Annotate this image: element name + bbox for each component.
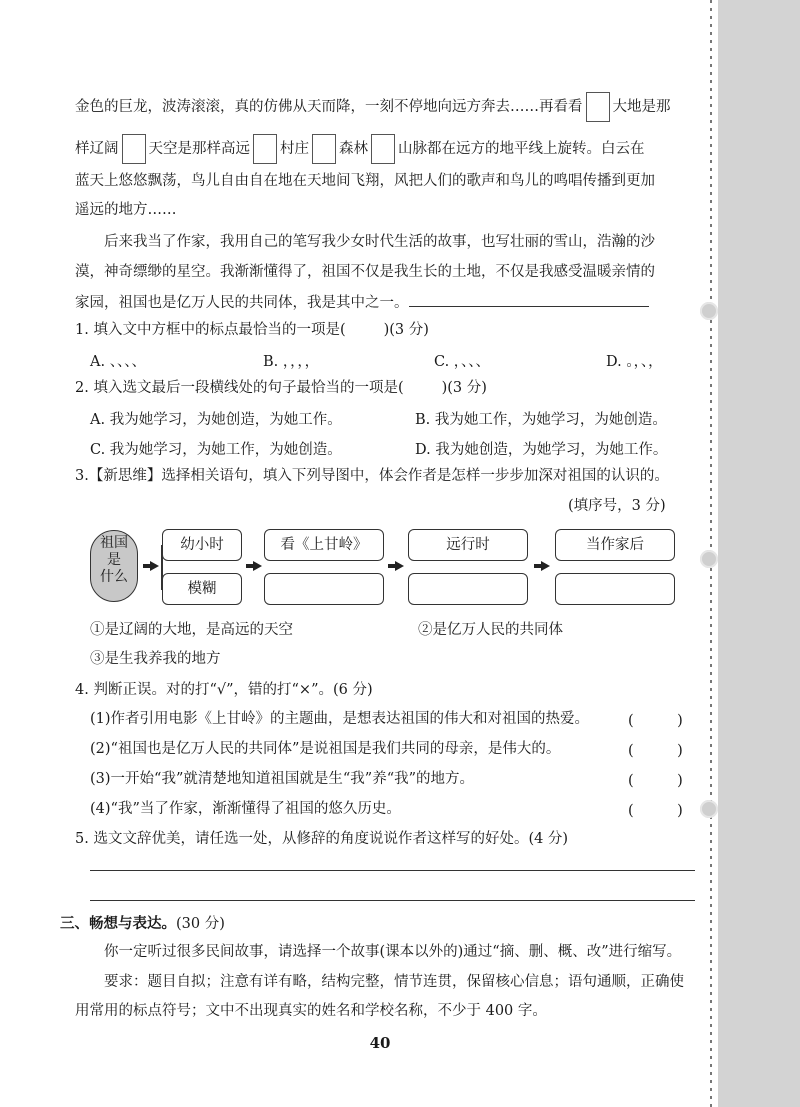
judgement-answer-3[interactable]: ( ) <box>628 773 683 789</box>
q2-option-b[interactable]: B. 我为她工作，为她学习，为她创造。 <box>415 412 667 428</box>
section-3-header <box>60 914 225 934</box>
stage-label-1: 幼小时 <box>162 529 242 561</box>
arrow-right-icon <box>388 561 404 571</box>
arrow-right-icon <box>534 561 550 571</box>
q1-option-b[interactable]: B. ，，，， <box>263 354 320 370</box>
punctuation-box[interactable] <box>253 134 277 164</box>
judgement-item-4: (4)“我”当了作家，渐渐懂得了祖国的悠久历史。 <box>90 801 401 817</box>
question-3-note: (填序号，3 分) <box>568 498 666 514</box>
mindmap-center-node <box>90 530 138 602</box>
stage-answer-3[interactable] <box>408 573 528 605</box>
q2-option-d[interactable]: D. 我为她创造，为她学习，为她工作。 <box>415 442 668 458</box>
passage-line-2 <box>75 134 645 164</box>
passage-text: 金色的巨龙，波涛滚滚，真的仿佛从天而降，一刻不停地向远方奔去……再看看 <box>75 99 583 115</box>
passage-line-4: 遥远的地方…… <box>75 202 177 218</box>
composition-prompt-3: 用常用的标点符号；文中不出现真实的姓名和学校名称，不少于 400 字。 <box>75 1003 547 1019</box>
composition-prompt-1: 你一定听过很多民间故事，请选择一个故事(课本以外的)通过“摘、删、概、改”进行缩写。 <box>104 944 682 960</box>
answer-line[interactable] <box>90 900 695 901</box>
question-5-stem: 5. 选文文辞优美，请任选一处，从修辞的角度说说作者这样写的好处。(4 分) <box>75 831 569 847</box>
stage-label-2: 看《上甘岭》 <box>264 529 384 561</box>
composition-prompt-2: 要求：题目自拟；注意有详有略，结构完整，情节连贯，保留核心信息；语句通顺，正确使 <box>104 974 684 990</box>
question-text: 2. 填入选文最后一段横线处的句子最恰当的一项是( <box>75 380 404 396</box>
question-2-stem <box>75 378 487 398</box>
q2-option-a[interactable]: A. 我为她学习，为她创造，为她工作。 <box>90 412 342 428</box>
stage-answer-4[interactable] <box>555 573 675 605</box>
q1-option-c[interactable]: C. ，、、、 <box>434 354 491 370</box>
passage-text: 家园，祖国也是亿万人民的共同体，我是其中之一。 <box>75 295 409 311</box>
page-margin-strip <box>718 0 800 1107</box>
passage-line-7 <box>75 292 649 313</box>
oval-text: 什么 <box>100 569 128 585</box>
choice-item-3: ③是生我养我的地方 <box>90 651 221 667</box>
choice-item-1: ①是辽阔的大地，是高远的天空 <box>90 622 293 638</box>
judgement-answer-1[interactable]: ( ) <box>628 713 683 729</box>
passage-text: 山脉都在远方的地平线上旋转。白云在 <box>398 141 645 157</box>
judgement-item-1: (1)作者引用电影《上甘岭》的主题曲，是想表达祖国的伟大和对祖国的热爱。 <box>90 711 590 727</box>
section-title: 三、畅想与表达。 <box>60 916 176 932</box>
stage-answer-2[interactable] <box>264 573 384 605</box>
passage-text: 大地是那 <box>612 99 671 115</box>
punctuation-box[interactable] <box>122 134 146 164</box>
question-text: )(3 分) <box>383 322 429 338</box>
oval-text: 祖国 <box>100 535 128 551</box>
arrow-right-icon <box>143 561 159 571</box>
binding-hole <box>700 800 718 818</box>
question-4-stem: 4. 判断正误。对的打“√”，错的打“×”。(6 分) <box>75 682 373 698</box>
q1-option-a[interactable]: A. 、、、、 <box>90 354 146 370</box>
answer-line[interactable] <box>90 870 695 871</box>
judgement-answer-2[interactable]: ( ) <box>628 743 683 759</box>
sentence-blank[interactable] <box>409 292 649 307</box>
binding-hole <box>700 302 718 320</box>
stage-label-3: 远行时 <box>408 529 528 561</box>
q2-option-c[interactable]: C. 我为她学习，为她工作，为她创造。 <box>90 442 342 458</box>
choice-item-2: ②是亿万人民的共同体 <box>418 622 563 638</box>
q1-option-d[interactable]: D. 。，、， <box>606 354 663 370</box>
passage-line-5: 后来我当了作家，我用自己的笔写我少女时代生活的故事，也写壮丽的雪山，浩瀚的沙 <box>104 234 655 250</box>
passage-line-1 <box>75 92 671 122</box>
passage-text: 样辽阔 <box>75 141 119 157</box>
stage-label-4: 当作家后 <box>555 529 675 561</box>
question-1-stem <box>75 320 429 340</box>
passage-line-6: 漠，神奇缥缈的星空。我渐渐懂得了，祖国不仅是我生长的土地，不仅是我感受温暖亲情的 <box>75 264 655 280</box>
section-points: (30 分) <box>176 916 225 932</box>
punctuation-box[interactable] <box>312 134 336 164</box>
binding-hole <box>700 550 718 568</box>
page-number: 40 <box>369 1034 391 1052</box>
passage-text: 森林 <box>339 141 368 157</box>
passage-line-3: 蓝天上悠悠飘荡，鸟儿自由自在地在天地间飞翔，风把人们的歌声和鸟儿的鸣唱传播到更加 <box>75 173 655 189</box>
question-3-stem: 3.【新思维】选择相关语句，填入下列导图中，体会作者是怎样一步步加深对祖国的认识的。 <box>75 468 669 484</box>
stage-answer-1: 模糊 <box>162 573 242 605</box>
passage-text: 天空是那样高远 <box>148 141 250 157</box>
punctuation-box[interactable] <box>586 92 610 122</box>
question-text: )(3 分) <box>441 380 487 396</box>
question-text: 1. 填入文中方框中的标点最恰当的一项是( <box>75 322 346 338</box>
punctuation-box[interactable] <box>371 134 395 164</box>
passage-text: 村庄 <box>280 141 309 157</box>
judgement-item-2: (2)“祖国也是亿万人民的共同体”是说祖国是我们共同的母亲，是伟大的。 <box>90 741 561 757</box>
arrow-right-icon <box>246 561 262 571</box>
oval-text: 是 <box>107 552 121 568</box>
judgement-answer-4[interactable]: ( ) <box>628 803 683 819</box>
judgement-item-3: (3)一开始“我”就清楚地知道祖国就是生“我”养“我”的地方。 <box>90 771 475 787</box>
